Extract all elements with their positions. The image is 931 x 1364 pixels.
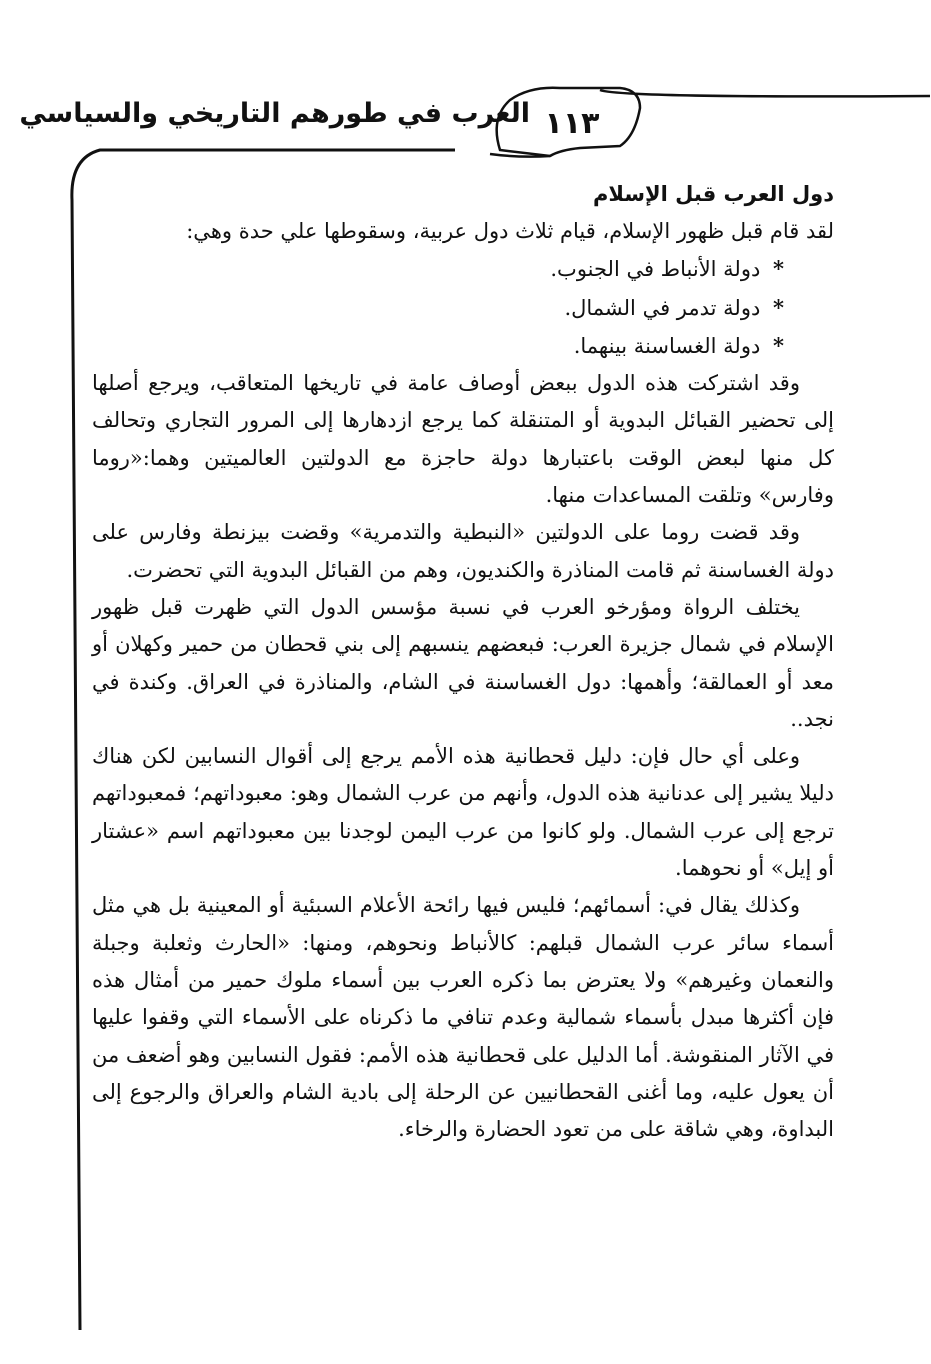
- paragraph: يختلف الرواة ومؤرخو العرب في نسبة مؤسس الدول التي ظهرت قبل ظهور الإسلام في شمال جزيرة العرب: فبعضهم ينسبهم إلى بني قحطان من حمير وكهلان أو معد أو العمالقة؛ وأهمها: دول الغساسنة في الشام، والمناذرة في العراق. وكندة في نجد..: [92, 594, 834, 731]
- bullet-item: [92, 250, 834, 288]
- paragraph: وكذلك يقال في: أسمائهم؛ فليس فيها رائحة الأعلام السبئية أو المعينية بل هي مثل أسماء سائر عرب الشمال قبلهم: كالأنباط ونحوهم، ومنها: «الحارث وثعلبة وجبلة والنعمان وغيرهم» ولا يعترض بما ذكره العرب بين أسماء ملوك حمير من أمثال هذه فإن أكثرها مبدل بأسماء شمالية وعدم تنافي ما ذكرناه على الأسماء التي وقفوا عليها في الآثار المنقوشة. أما الدليل على قحطانية هذه الأمم: فقول النسابين وهو أضعف من أن يعول عليه، وما أغنى القحطانيين عن الرحلة إلى بادية الشام والعراق والرجوع إلى البداوة، وهي شاقة على من تعود الحضارة والرخاء.: [92, 893, 834, 1142]
- bullet-text: دولة تدمر في الشمال.: [564, 295, 761, 320]
- paragraph: وقد اشتركت هذه الدول ببعض أوصاف عامة في تاريخها المتعاقب، ويرجع أصلها إلى تحضير القبائل البدوية أو المتنقلة كما يرجع ازدهارها إلى المرور التجاري وتحالف كل منها لبعض الوقت باعتبارها دولة حاجزة مع الدولتين العالميتين وهما:«روما وفارس» وتلقت المساعدات منها.: [92, 371, 834, 508]
- bullet-text: دولة الغساسنة بينهما.: [573, 333, 761, 358]
- page-number: ١١٣: [544, 106, 600, 141]
- running-header: [19, 78, 930, 158]
- main-text: [92, 176, 834, 1148]
- intro-paragraph: لقد قام قبل ظهور الإسلام، قيام ثلاث دول عربية، وسقوطها علي حدة وهي:: [186, 219, 834, 243]
- header-title: العرب في طورهم التاريخي والسياسي: [19, 98, 530, 129]
- bullet-star: *: [773, 332, 784, 358]
- bullet-item: [92, 327, 834, 365]
- bullet-item: [92, 289, 834, 327]
- section-title: دول العرب قبل الإسلام: [593, 182, 834, 206]
- paragraph: وقد قضت روما على الدولتين «النبطية والتدمرية» وقضت بيزنطة وفارس على دولة الغساسنة ثم قامت المناذرة والكنديون، وهم من القبائل البدوية التي تحضرت.: [92, 520, 834, 582]
- bullet-text: دولة الأنباط في الجنوب.: [550, 257, 761, 282]
- bullet-star: *: [773, 256, 784, 282]
- bullet-star: *: [773, 294, 784, 320]
- paragraph: وعلى أي حال فإن: دليل قحطانية هذه الأمم يرجع إلى أقوال النسابين لكن هناك دليلا يشير إلى عدنانية هذه الدول، وأنهم من عرب الشمال وهو: معبوداتهم؛ فمعبوداتهم ترجع إلى عرب الشمال. ولو كانوا من عرب اليمن لوجدنا بين معبوداتهم اسم «عشتار أو إيل» أو نحوهما.: [92, 744, 834, 881]
